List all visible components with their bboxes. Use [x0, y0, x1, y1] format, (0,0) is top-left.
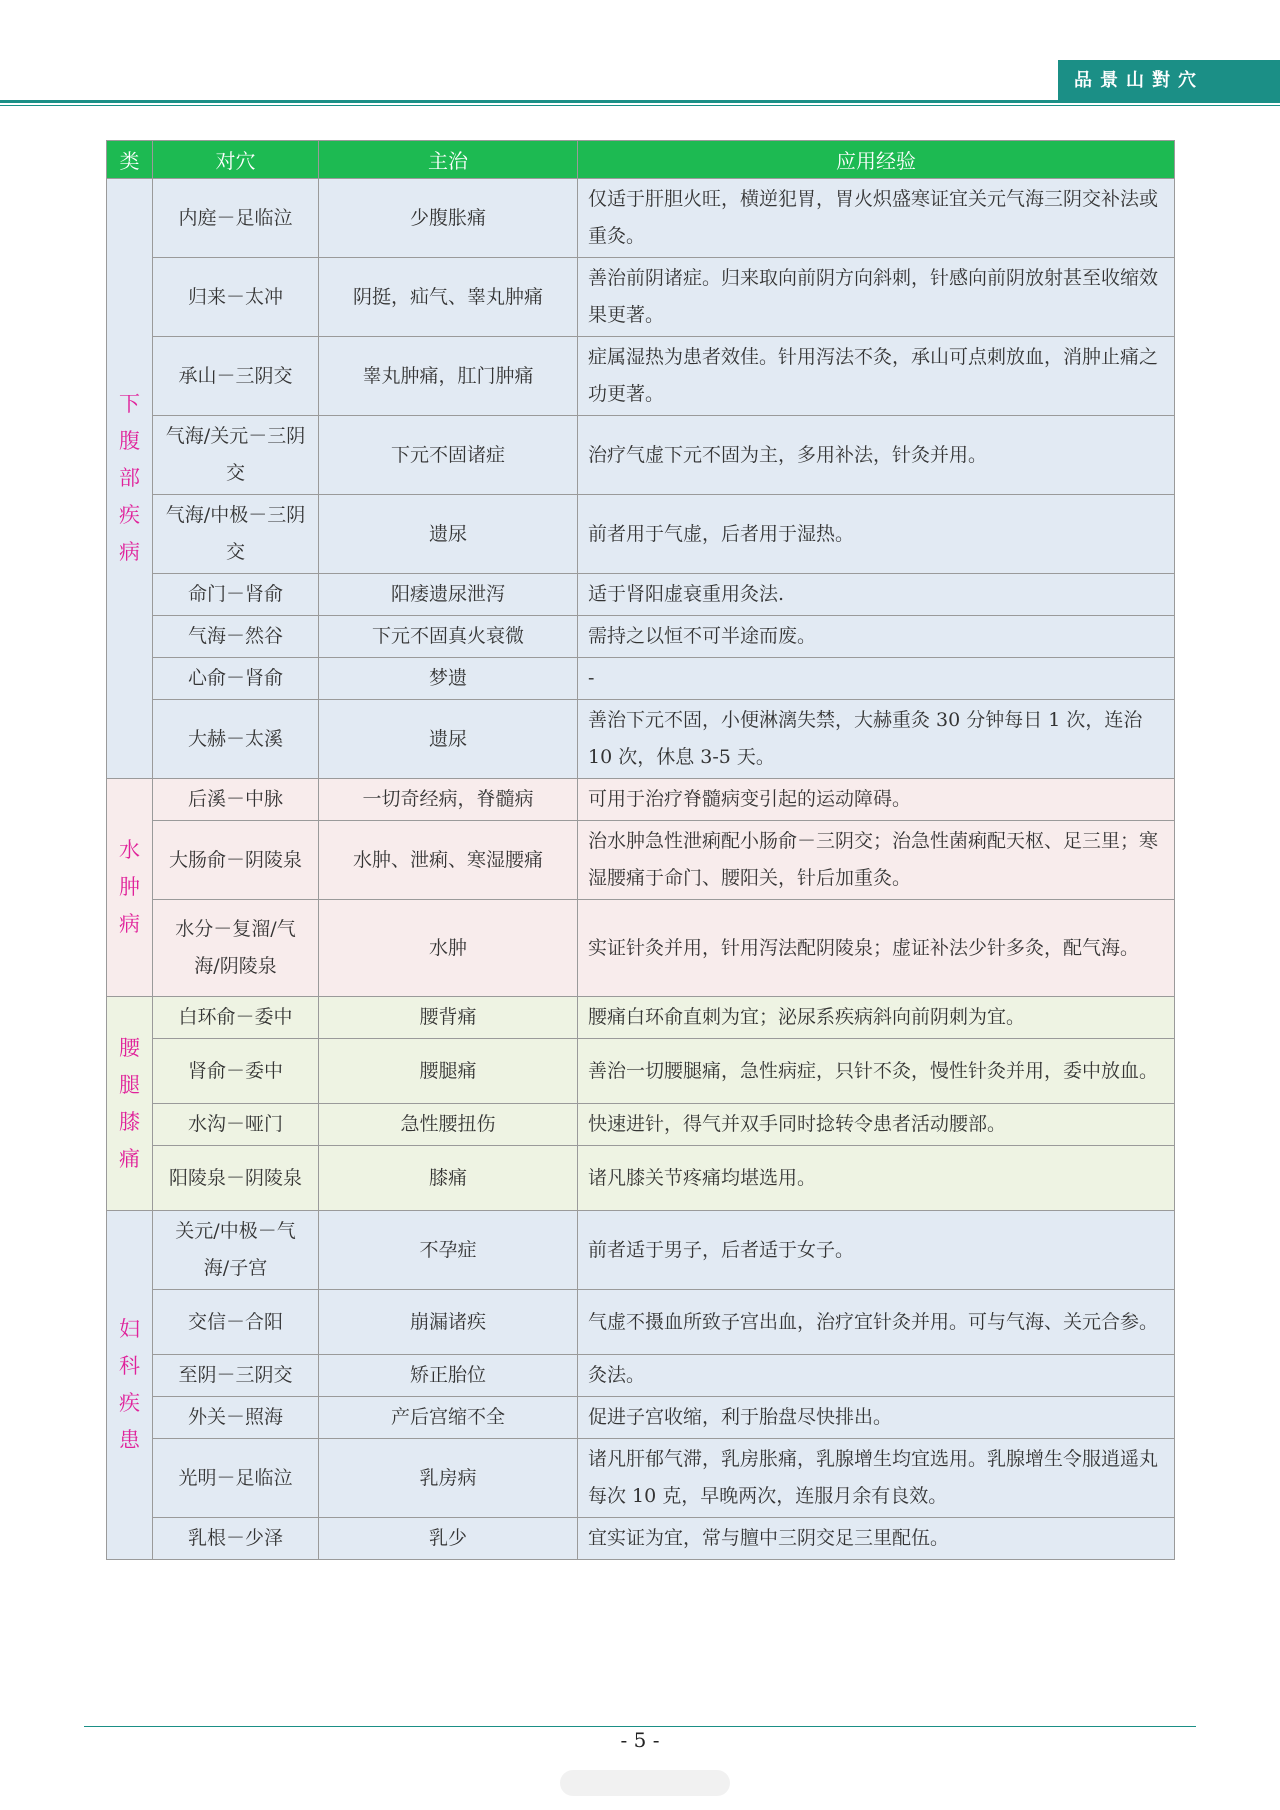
table-row	[107, 1104, 1175, 1146]
indication-cell: 乳少	[319, 1518, 578, 1560]
experience-cell: 快速进针，得气并双手同时捻转令患者活动腰部。	[578, 1104, 1175, 1146]
column-header-category: 类	[107, 141, 153, 179]
pair-cell: 外关－照海	[153, 1397, 319, 1439]
table-row	[107, 337, 1175, 416]
table-row	[107, 1518, 1175, 1560]
table-row	[107, 997, 1175, 1039]
indication-cell: 遗尿	[319, 700, 578, 779]
table-row	[107, 574, 1175, 616]
experience-cell: 善治一切腰腿痛，急性病症，只针不灸，慢性针灸并用，委中放血。	[578, 1039, 1175, 1104]
watermark	[560, 1770, 730, 1796]
experience-cell: 促进子宫收缩，利于胎盘尽快排出。	[578, 1397, 1175, 1439]
pair-cell: 后溪－中脉	[153, 779, 319, 821]
pair-cell: 光明－足临泣	[153, 1439, 319, 1518]
table-row	[107, 700, 1175, 779]
table-row	[107, 1146, 1175, 1211]
experience-cell: 治水肿急性泄痢配小肠俞－三阴交；治急性菌痢配天枢、足三里；寒湿腰痛于命门、腰阳关，针后加重灸。	[578, 821, 1175, 900]
experience-cell: 善治下元不固，小便淋漓失禁，大赫重灸 30 分钟每日 1 次，连治 10 次，休息 3-5 天。	[578, 700, 1175, 779]
category-cell: 妇 科 疾 患	[107, 1211, 153, 1560]
table-row	[107, 1039, 1175, 1104]
indication-cell: 急性腰扭伤	[319, 1104, 578, 1146]
experience-cell: 宜实证为宜，常与膻中三阴交足三里配伍。	[578, 1518, 1175, 1560]
experience-cell: 症属湿热为患者效佳。针用泻法不灸，承山可点刺放血，消肿止痛之功更著。	[578, 337, 1175, 416]
experience-cell: 前者适于男子，后者适于女子。	[578, 1211, 1175, 1290]
table-row	[107, 1290, 1175, 1355]
column-header-pair: 对穴	[153, 141, 319, 179]
pair-cell: 内庭－足临泣	[153, 179, 319, 258]
indication-cell: 遗尿	[319, 495, 578, 574]
indication-cell: 阳痿遗尿泄泻	[319, 574, 578, 616]
table-row	[107, 495, 1175, 574]
pair-cell: 命门－肾俞	[153, 574, 319, 616]
table-row	[107, 258, 1175, 337]
experience-cell: 气虚不摄血所致子宫出血，治疗宜针灸并用。可与气海、关元合参。	[578, 1290, 1175, 1355]
indication-cell: 崩漏诸疾	[319, 1290, 578, 1355]
table-row	[107, 658, 1175, 700]
indication-cell: 乳房病	[319, 1439, 578, 1518]
column-header-indication: 主治	[319, 141, 578, 179]
experience-cell: 灸法。	[578, 1355, 1175, 1397]
pair-cell: 气海/中极－三阴交	[153, 495, 319, 574]
pair-cell: 心俞－肾俞	[153, 658, 319, 700]
category-cell: 下 腹 部 疾 病	[107, 179, 153, 779]
indication-cell: 不孕症	[319, 1211, 578, 1290]
table-row	[107, 416, 1175, 495]
table-row	[107, 616, 1175, 658]
table-row	[107, 1439, 1175, 1518]
pair-cell: 水分－复溜/气海/阴陵泉	[153, 900, 319, 997]
indication-cell: 腰腿痛	[319, 1039, 578, 1104]
pair-cell: 肾俞－委中	[153, 1039, 319, 1104]
experience-cell: 诸凡肝郁气滞，乳房胀痛，乳腺增生均宜选用。乳腺增生令服逍遥丸每次 10 克，早晚两次，连服月余有良效。	[578, 1439, 1175, 1518]
pair-cell: 气海/关元－三阴交	[153, 416, 319, 495]
indication-cell: 下元不固诸症	[319, 416, 578, 495]
experience-cell: 腰痛白环俞直刺为宜；泌尿系疾病斜向前阴刺为宜。	[578, 997, 1175, 1039]
indication-cell: 水肿、泄痢、寒湿腰痛	[319, 821, 578, 900]
experience-cell: -	[578, 658, 1175, 700]
pair-cell: 白环俞－委中	[153, 997, 319, 1039]
table-row	[107, 779, 1175, 821]
experience-cell: 治疗气虚下元不固为主，多用补法，针灸并用。	[578, 416, 1175, 495]
table-header-row	[107, 141, 1175, 179]
pair-cell: 乳根－少泽	[153, 1518, 319, 1560]
pair-cell: 关元/中极－气海/子宫	[153, 1211, 319, 1290]
pair-cell: 交信－合阳	[153, 1290, 319, 1355]
experience-cell: 可用于治疗脊髓病变引起的运动障碍。	[578, 779, 1175, 821]
indication-cell: 下元不固真火衰微	[319, 616, 578, 658]
indication-cell: 梦遗	[319, 658, 578, 700]
indication-cell: 少腹胀痛	[319, 179, 578, 258]
pair-cell: 水沟－哑门	[153, 1104, 319, 1146]
pair-cell: 气海－然谷	[153, 616, 319, 658]
experience-cell: 善治前阴诸症。归来取向前阴方向斜刺，针感向前阴放射甚至收缩效果更著。	[578, 258, 1175, 337]
pair-cell: 大肠俞－阴陵泉	[153, 821, 319, 900]
experience-cell: 实证针灸并用，针用泻法配阴陵泉；虚证补法少针多灸，配气海。	[578, 900, 1175, 997]
table-body	[107, 179, 1175, 1560]
indication-cell: 睾丸肿痛，肛门肿痛	[319, 337, 578, 416]
pair-cell: 大赫－太溪	[153, 700, 319, 779]
page-number: - 5 -	[620, 1728, 660, 1752]
experience-cell: 需持之以恒不可半途而废。	[578, 616, 1175, 658]
experience-cell: 仅适于肝胆火旺，横逆犯胃，胃火炽盛寒证宜关元气海三阴交补法或重灸。	[578, 179, 1175, 258]
indication-cell: 一切奇经病，脊髓病	[319, 779, 578, 821]
experience-cell: 适于肾阳虚衰重用灸法.	[578, 574, 1175, 616]
table-row	[107, 179, 1175, 258]
indication-cell: 水肿	[319, 900, 578, 997]
experience-cell: 前者用于气虚，后者用于湿热。	[578, 495, 1175, 574]
table-row	[107, 1397, 1175, 1439]
book-title-label: 品景山對穴	[1058, 60, 1280, 102]
table-row	[107, 1211, 1175, 1290]
pair-cell: 归来－太冲	[153, 258, 319, 337]
experience-cell: 诸凡膝关节疼痛均堪选用。	[578, 1146, 1175, 1211]
indication-cell: 产后宫缩不全	[319, 1397, 578, 1439]
indication-cell: 腰背痛	[319, 997, 578, 1039]
header-rule-thin	[0, 105, 1280, 106]
pair-cell: 阳陵泉－阴陵泉	[153, 1146, 319, 1211]
footer-rule	[84, 1726, 1196, 1727]
category-cell: 腰 腿 膝 痛	[107, 997, 153, 1211]
pair-cell: 承山－三阴交	[153, 337, 319, 416]
table-row	[107, 900, 1175, 997]
category-cell: 水 肿 病	[107, 779, 153, 997]
column-header-experience: 应用经验	[578, 141, 1175, 179]
table-row	[107, 1355, 1175, 1397]
indication-cell: 矫正胎位	[319, 1355, 578, 1397]
indication-cell: 阴挺，疝气、睾丸肿痛	[319, 258, 578, 337]
table-row	[107, 821, 1175, 900]
indication-cell: 膝痛	[319, 1146, 578, 1211]
acupoint-pair-table	[106, 140, 1175, 1560]
pair-cell: 至阴－三阴交	[153, 1355, 319, 1397]
